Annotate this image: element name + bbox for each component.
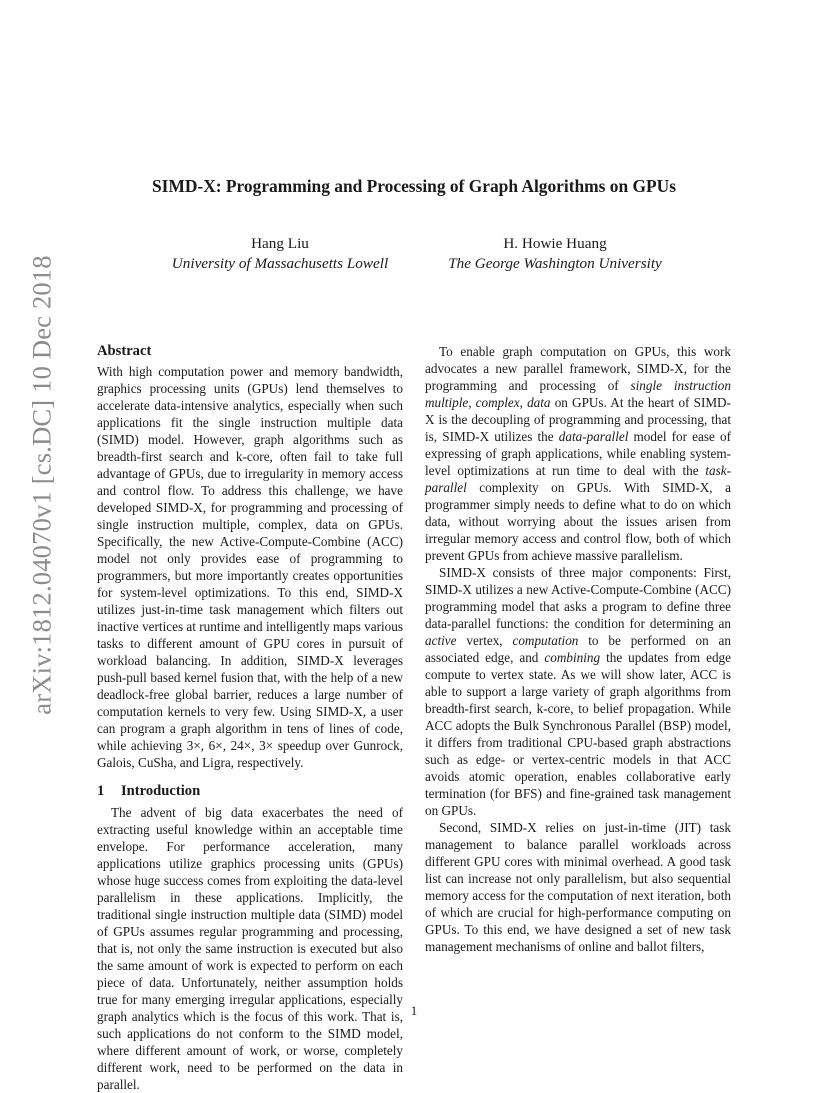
intro-paragraph: Second, SIMD-X relies on just-in-time (JIT) task management to balance parallel workloads across different GPU cores with minimal overhead. A good task list can increase not only parallelism, but also sequential memory access for the computation of next iteration, both of which are crucial for high-performance computing on GPUs. To this end, we have designed a set of new task management mechanisms of online and ballot filters, xyxy=(425,820,731,954)
author-block xyxy=(150,234,410,274)
system-name: SIMD-X xyxy=(152,176,216,196)
abstract-heading: Abstract xyxy=(97,343,152,359)
author-name: H. Howie Huang xyxy=(503,235,607,252)
intro-paragraph: SIMD-X consists of three major components: First, SIMD-X utilizes a new Active-Compute-Combine (ACC) programming model that asks a program to define three data-parallel functions: the condition for determining an active vertex, computation to be performed on an associated edge, and combining the updates from edge compute to vertex state. As we will show later, ACC is able to support a large variety of graph algorithms from breadth-first search, k-core, to belief propagation. While ACC adopts the Bulk Synchronous Parallel (BSP) model, it differs from traditional CPU-based graph abstractions such as edge- or vertex-centric models in that ACC avoids atomic operation, enables collaborative early termination (for BFS) and fine-grained task management on GPUs. xyxy=(425,565,731,818)
intro-paragraph: To enable graph computation on GPUs, this work advocates a new parallel framework, SIMD-X, for the programming and processing of single instruction multiple, complex, data on GPUs. At the heart of SIMD-X is the decoupling of programming and processing, that is, SIMD-X utilizes the data-parallel model for ease of expressing of graph applications, while enabling system-level optimizations at run time to deal with the task-parallel complexity on GPUs. With SIMD-X, a programmer simply needs to define what to do on which data, without worrying about the issues arisen from irregular memory access and control flow, both of which prevent GPUs from achieve massive parallelism. xyxy=(425,344,731,563)
arxiv-identifier: arXiv:1812.04070v1 [cs.DC] 10 Dec 2018 xyxy=(26,255,57,715)
section-heading: 1 Introduction xyxy=(97,783,201,799)
left-column xyxy=(97,342,403,1093)
author-affiliation: The George Washington University xyxy=(448,255,662,272)
author-block xyxy=(420,234,690,274)
intro-paragraph: The advent of big data exacerbates the need of extracting useful knowledge within an acceptable time envelope. For performance acceleration, many applications utilize graphics processing units (GPUs) whose huge success comes from exploiting the data-level parallelism in these applications. Implicitly, the traditional single instruction multiple data (SIMD) model of GPUs assumes regular programming and processing, that is, not only the same instruction is executed but also the same amount of work is expected to perform on each piece of data. Unfortunately, neither assumption holds true for many emerging irregular applications, especially graph analytics which is the focus of this work. That is, such applications do not conform to the SIMD model, where different amount of work, or worse, completely different work, need to be performed on the data in parallel. xyxy=(97,805,403,1092)
author-affiliation: University of Massachusetts Lowell xyxy=(171,255,389,272)
paper-title: SIMD-X: Programming and Processing of Graph Algorithms on GPUs xyxy=(152,176,676,196)
abstract-text: With high computation power and memory bandwidth, graphics processing units (GPUs) lend themselves to accelerate data-intensive analytics, especially when such applications fit the single instruction multiple data (SIMD) model. However, graph algorithms such as breadth-first search and k-core, often fail to take full advantage of GPUs, due to irregularity in memory access and control flow. To address this challenge, we have developed SIMD-X, for programming and processing of single instruction multiple, complex, data on GPUs. Specifically, the new Active-Compute-Combine (ACC) model not only provides ease of programming to programmers, but more importantly creates opportunities for system-level optimizations. To this end, SIMD-X utilizes just-in-time task management which filters out inactive vertices at runtime and intelligently maps various tasks to different amount of GPU cores in pursuit of workload balancing. In addition, SIMD-X leverages push-pull based kernel fusion that, with the help of a new deadlock-free global barrier, reduces a large number of computation kernels to very few. Using SIMD-X, a user can program a graph algorithm in tens of lines of code, while achieving 3×, 6×, 24×, 3× speedup over Gunrock, Galois, CuSha, and Ligra, respectively. xyxy=(97,364,403,770)
right-column xyxy=(425,343,731,955)
author-name: Hang Liu xyxy=(251,235,309,252)
page-number: 1 xyxy=(410,1003,418,1018)
